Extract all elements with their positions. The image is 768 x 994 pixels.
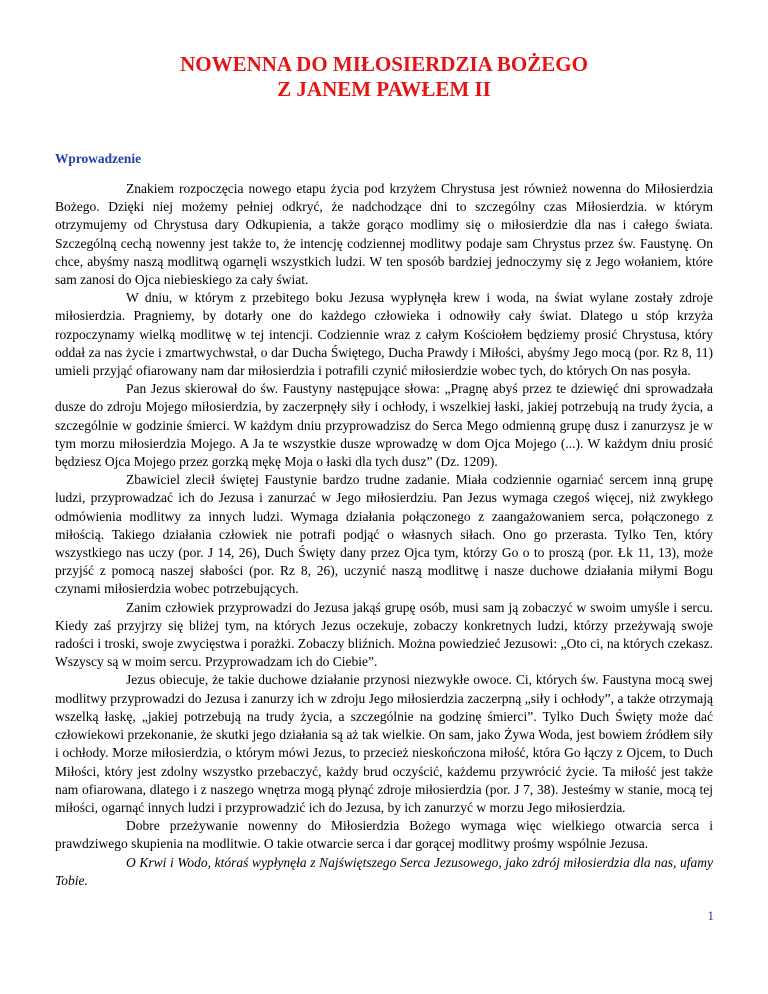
title-line-2: Z JANEM PAWŁEM II xyxy=(277,77,491,101)
document-body xyxy=(55,180,713,890)
paragraph: Jezus obiecuje, że takie duchowe działanie przynosi niezwykłe owoce. Ci, których św. Faustyna mocą swej modlitwy przyprowadzi do Jezusa i zanurzy ich w zdroju Jego miłosierdzia zaczerpną „siły i ochłody”, a także otrzymają wszelką łaskę, „jakiej potrzebują na trudy życia, a szczególnie na godzinę śmierci”. Tylko Duch Święty może dać człowiekowi przekonanie, że skutki jego działania są aż tak wielkie. On sam, jako Żywa Woda, jest bowiem źródłem siły i ochłody. Morze miłosierdzia, o którym mówi Jezus, to przecież nieskończona miłość, która Go łączy z Ojcem, to Duch Miłości, który jest zdolny wszystko przebaczyć, każdy brud oczyścić, każdemu przywrócić życie. Ta miłość jest także nam ofiarowana, dlatego i z naszego wnętrza mogą płynąć zdroje miłosierdzia (por. J 7, 38). Jesteśmy w stanie, mocą tej miłości, ogarnąć innych ludzi i przyprowadzić ich do Jezusa, by ich zanurzyć w morzu Jego miłosierdzia. xyxy=(55,672,713,815)
title-line-1: NOWENNA DO MIŁOSIERDZIA BOŻEGO xyxy=(180,52,588,76)
section-heading: Wprowadzenie xyxy=(55,151,142,166)
document-title xyxy=(0,52,768,102)
paragraph: Dobre przeżywanie nowenny do Miłosierdzia Bożego wymaga więc wielkiego otwarcia serca i prawdziwego skupienia na modlitwie. O takie otwarcie serca i dar gorącej modlitwy prośmy wspólnie Jezusa. xyxy=(55,818,713,852)
paragraph: Zanim człowiek przyprowadzi do Jezusa jakąś grupę osób, musi sam ją zobaczyć w swoim umyśle i sercu. Kiedy zaś przyjrzy się bliżej tym, na których Jezus oczekuje, zobaczy konkretnych ludzi, którzy przeżywają swoje radości i troski, swoje zwycięstwa i porażki. Zobaczy bliźnich. Można powiedzieć Jezusowi: „Oto ci, na których czekasz. Wszyscy są w moim sercu. Przyprowadzam ich do Ciebie”. xyxy=(55,599,713,670)
paragraph: Pan Jezus skierował do św. Faustyny następujące słowa: „Pragnę abyś przez te dziewięć dni sprowadzała dusze do zdroju Mojego miłosierdzia, by zaczerpnęły siły i ochłody, i wszelkiej łaski, jakiej potrzebują na trudy życia, a szczególnie w godzinie śmierci. W każdym dniu przyprowadzisz do Serca Mego odmienną grupę dusz i zanurzysz je w tym morzu miłosierdzia Mojego. A Ja te wszystkie dusze wprowadzę w dom Ojca Mojego (...). W każdym dniu prosić będziesz Ojca Mojego przez gorzką mękę Moja o łaski dla tych dusz” (Dz. 1209). xyxy=(55,381,713,470)
paragraph: W dniu, w którym z przebitego boku Jezusa wypłynęła krew i woda, na świat wylane zostały zdroje miłosierdzia. Pragniemy, by dotarły one do każdego człowieka i odnowiły cały świat. Dlatego u stóp krzyża rozpoczynamy wielką modlitwę w tej intencji. Codziennie wraz z całym Kościołem będziemy prosić Chrystusa, który oddał za nas życie i zmartwychwstał, o dar Ducha Świętego, Ducha Prawdy i Miłości, abyśmy Jego mocą (por. Rz 8, 11) umieli przyjąć ofiarowany nam dar miłosierdzia i potrafili czynić miłosierdzie wobec tych, do których On nas posyła. xyxy=(55,290,713,379)
closing-prayer: O Krwi i Wodo, któraś wypłynęła z Najświętszego Serca Jezusowego, jako zdrój miłosierdzia dla nas, ufamy Tobie. xyxy=(55,854,713,888)
page-number: 1 xyxy=(707,908,714,923)
paragraph: Znakiem rozpoczęcia nowego etapu życia pod krzyżem Chrystusa jest również nowenna do Miłosierdzia Bożego. Dzięki niej możemy pełniej odkryć, że nadchodzące dni to szczególny czas Miłosierdzia. w którym otrzymujemy od Chrystusa dary Odkupienia, a także gorąco modlimy się o miłosierdzie dla nas i całego świata. Szczególną cechą nowenny jest także to, że intencję codziennej modlitwy podaje sam Chrystus przez św. Faustynę. On chce, abyśmy naszą modlitwą ogarnęli wszystkich ludzi. W ten sposób bardziej jednoczymy się z Jego wołaniem, które sam zanosi do Ojca niebieskiego za cały świat. xyxy=(55,181,713,288)
paragraph: Zbawiciel zlecił świętej Faustynie bardzo trudne zadanie. Miała codziennie ogarniać sercem inną grupę ludzi, przyprowadzać ich do Jezusa i zanurzać w Jego miłosierdziu. Pan Jezus wymaga czegoś więcej, niż zwykłego odmówienia modlitwy za innych ludzi. Wymaga działania połączonego z zaangażowaniem serca, połączonego z miłością. Takiego działania człowiek nie potrafi podjąć o własnych siłach. Ono go przerasta. Tylko Ten, który wszystkiego nas uczy (por. J 14, 26), Duch Święty dany przez Ojca tym, którzy Go o to proszą (por. Łk 11, 13), może przyjść z pomocą naszej słabości (por. Rz 8, 26), uczynić naszą modlitwę i nasze duchowe działania miłymi Bogu czynami miłosierdzia wobec potrzebujących. xyxy=(55,472,713,597)
